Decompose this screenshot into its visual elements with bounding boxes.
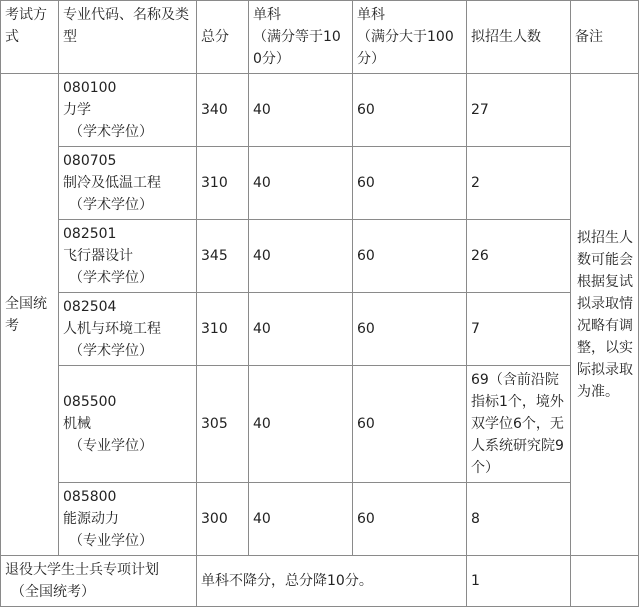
special-plan-rule: 单科不降分，总分降10分。 [197,556,467,607]
major-type: （专业学位） [69,438,153,454]
major-name: 机械 [63,416,91,432]
enroll-count: 69（含前沿院指标1个，境外双学位6个，无人系统研究院9个） [467,366,571,483]
table-row [1,220,639,293]
exam-mode-cell: 全国统考 [1,74,59,556]
major-cell [59,147,197,220]
header-exam-mode: 考试方式 [1,1,59,74]
total-score: 300 [197,483,249,556]
header-single-over-100: 单科 （满分大于100分） [353,1,467,74]
total-score: 310 [197,147,249,220]
table-row [1,147,639,220]
note-cell: 拟招生人数可能会根据复试拟录取情况略有调整，以实际拟录取为准。 [571,74,639,556]
major-type: （学术学位） [69,343,153,359]
single-100-score: 40 [249,220,353,293]
major-cell [59,366,197,483]
major-code: 080100 [63,80,117,96]
major-code: 085800 [63,489,117,505]
header-enroll: 拟招生人数 [467,1,571,74]
header-row [1,1,639,74]
enroll-count: 8 [467,483,571,556]
special-plan-row [1,556,639,607]
major-name: 能源动力 [63,511,119,527]
total-score: 310 [197,293,249,366]
major-code: 082501 [63,226,117,242]
major-type: （专业学位） [69,533,153,549]
special-plan-label [1,556,197,607]
major-cell [59,483,197,556]
major-name: 飞行器设计 [63,248,133,264]
single-100-score: 40 [249,293,353,366]
special-plan-exam: （全国统考） [11,584,95,600]
single-over-100-score: 60 [353,147,467,220]
single-over-100-score: 60 [353,74,467,147]
single-100-score: 40 [249,74,353,147]
major-name: 人机与环境工程 [63,321,161,337]
table-row [1,74,639,147]
table-row [1,293,639,366]
major-cell [59,74,197,147]
single-100-score: 40 [249,366,353,483]
total-score: 345 [197,220,249,293]
single-100-score: 40 [249,483,353,556]
enroll-count: 26 [467,220,571,293]
major-type: （学术学位） [69,124,153,140]
major-type: （学术学位） [69,197,153,213]
enroll-count: 7 [467,293,571,366]
major-code: 082504 [63,299,117,315]
major-name: 力学 [63,102,91,118]
major-cell [59,293,197,366]
major-code: 080705 [63,153,117,169]
major-type: （学术学位） [69,270,153,286]
single-over-100-score: 60 [353,366,467,483]
enroll-count: 2 [467,147,571,220]
single-100-score: 40 [249,147,353,220]
header-single-100: 单科 （满分等于100分） [249,1,353,74]
special-plan-enroll: 1 [467,556,571,607]
special-plan-name: 退役大学生士兵专项计划 [5,562,159,578]
header-major: 专业代码、名称及类型 [59,1,197,74]
single-over-100-score: 60 [353,483,467,556]
single-over-100-score: 60 [353,293,467,366]
total-score: 305 [197,366,249,483]
special-plan-note [571,556,639,607]
single-over-100-score: 60 [353,220,467,293]
total-score: 340 [197,74,249,147]
table-row [1,366,639,483]
header-note: 备注 [571,1,639,74]
enroll-count: 27 [467,74,571,147]
table-row [1,483,639,556]
major-code: 085500 [63,394,117,410]
major-name: 制冷及低温工程 [63,175,161,191]
header-total: 总分 [197,1,249,74]
major-cell [59,220,197,293]
